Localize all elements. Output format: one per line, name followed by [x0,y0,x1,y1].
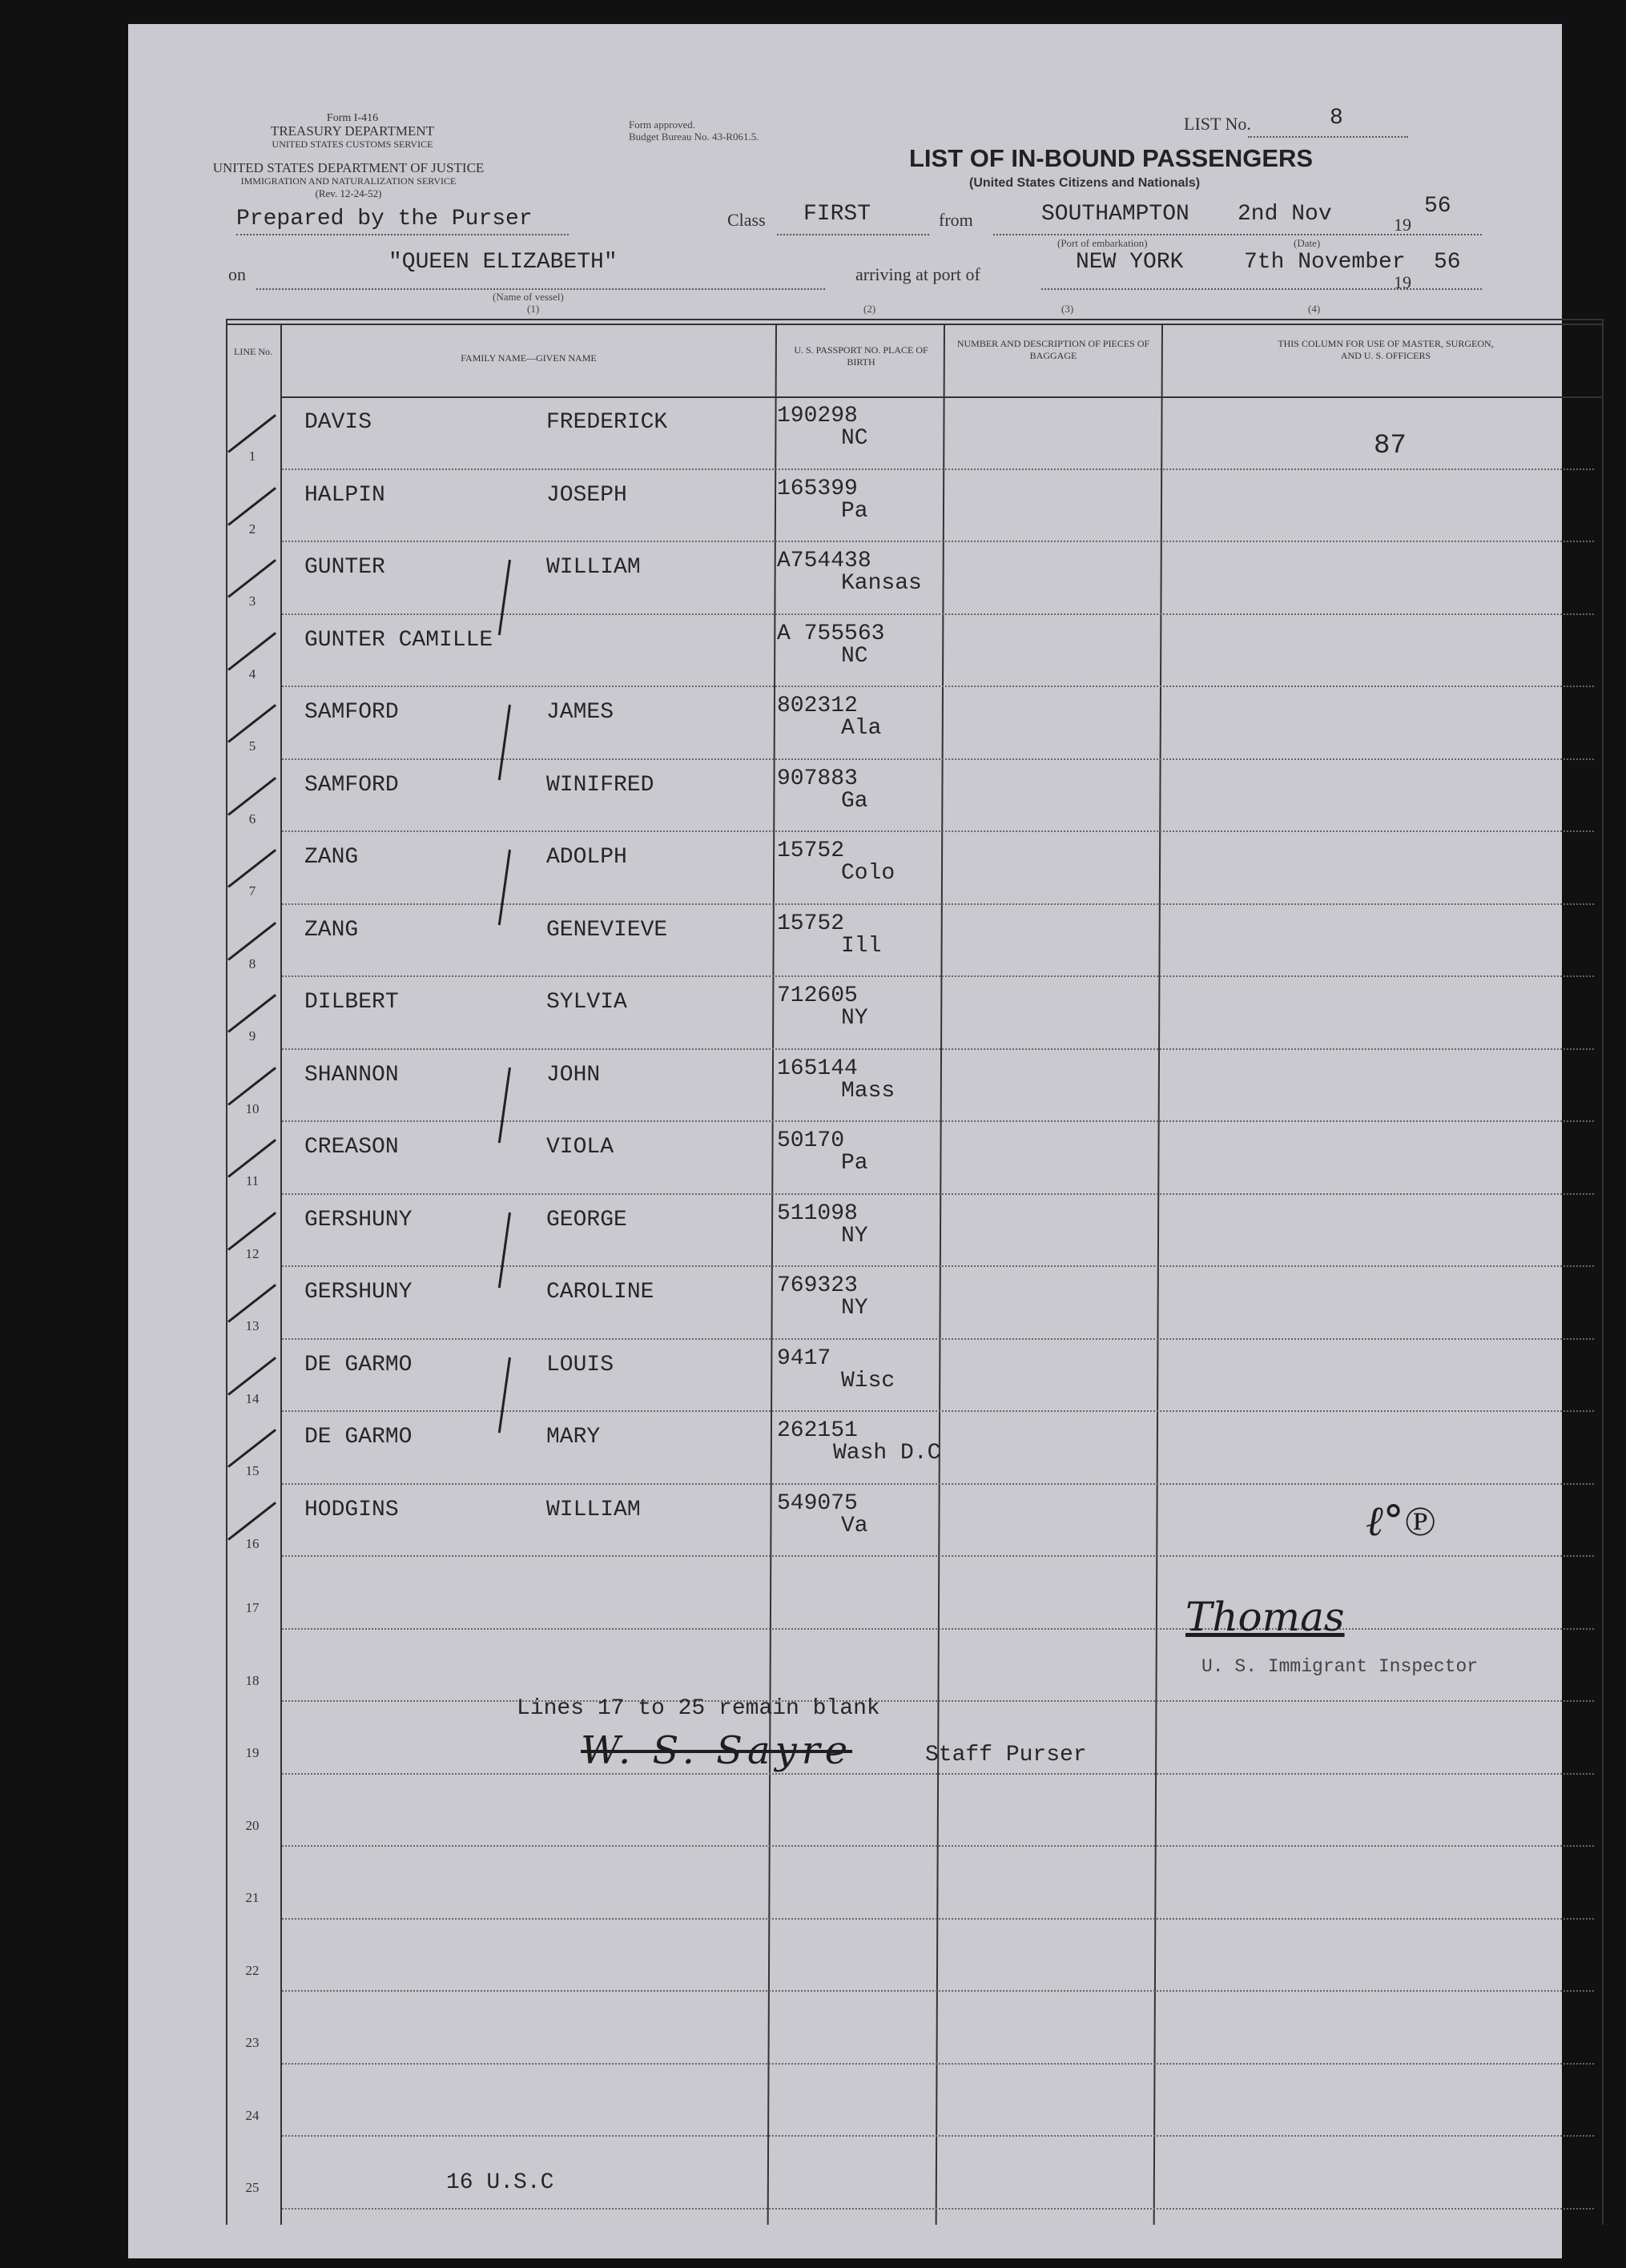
row-divider [282,758,1594,760]
table-row [128,472,1562,545]
row-divider [282,1628,1594,1630]
class-value: FIRST [803,202,871,227]
row-divider [282,1555,1594,1557]
family-name: DE GARMO [304,1352,413,1377]
table-row [128,2066,1562,2139]
passport-number: 9417 [777,1345,831,1371]
line-number: 25 [245,2180,260,2195]
check-tick [227,1139,276,1178]
footer-code: 16 U.S.C [446,2170,554,2195]
given-name: WILLIAM [546,1497,641,1522]
given-name: GEORGE [546,1207,627,1233]
header-baggage: NUMBER AND DESCRIPTION OF PIECES OF BAGGAGE [956,338,1150,361]
given-name: CAROLINE [546,1280,654,1305]
staff-purser-label: Staff Purser [925,1743,1087,1767]
form-id-block [232,112,473,151]
place-of-birth: Pa [841,1151,868,1176]
check-tick [227,1284,276,1323]
family-name: ZANG [304,917,359,943]
given-name: JAMES [546,700,614,725]
row-divider [282,830,1594,832]
row-divider [282,1773,1594,1775]
check-tick [227,1429,276,1468]
passport-number: 802312 [777,694,858,718]
year-prefix-2: 19 [1394,272,1411,292]
line-number: 5 [248,738,256,754]
place-of-birth: Wash D.C [833,1441,941,1466]
given-name: LOUIS [546,1352,614,1377]
place-of-birth: NY [841,1006,868,1031]
row-divider [282,613,1594,615]
list-no-label: LIST No. [1184,114,1251,134]
approval-block [629,119,759,143]
form-approved: Form approved. [629,119,696,131]
customs-service: UNITED STATES CUSTOMS SERVICE [272,139,433,150]
line-number: 24 [245,2107,260,2123]
family-name: DILBERT [304,990,399,1015]
header-name: FAMILY NAME—GIVEN NAME [461,352,597,364]
check-tick [227,1212,276,1251]
place-of-birth: Ill [841,933,882,959]
list-subtitle: (United States Citizens and Nationals) [969,176,1201,190]
table-row [128,1269,1562,1341]
check-tick [227,1357,276,1396]
passport-number: 769323 [777,1273,858,1298]
row-divider [282,1048,1594,1050]
row-divider [282,1700,1594,1702]
table-row [128,762,1562,834]
row-divider [282,1193,1594,1195]
table-row [128,399,1562,472]
place-of-birth: NY [841,1296,868,1321]
check-tick [227,1502,276,1541]
family-name: ZANG [304,845,359,870]
line-number: 7 [248,883,256,899]
table-row [128,1341,1562,1414]
line-number: 12 [245,1245,260,1261]
line-number: 13 [245,1318,260,1333]
row-divider [282,686,1594,687]
family-name: GERSHUNY [304,1207,413,1233]
year-prefix-1: 19 [1394,215,1411,235]
passport-number: 50170 [777,1128,845,1153]
header-passport: U. S. PASSPORT NO. PLACE OF BIRTH [794,344,928,368]
family-name: SAMFORD [304,772,399,798]
given-name: VIOLA [546,1135,614,1160]
row-divider [282,1338,1594,1340]
passport-number: 511098 [777,1200,858,1226]
col-num-2: (2) [863,303,876,315]
place-of-birth: Pa [841,498,868,524]
arrival-line [1041,288,1482,290]
table-row [128,834,1562,907]
line-number: 4 [248,666,256,682]
place-of-birth: NC [841,426,868,451]
vessel-caption: (Name of vessel) [493,291,564,303]
row-divider [282,541,1594,542]
table-top-border [226,319,1604,320]
row-divider [282,2063,1594,2065]
table-row [128,1486,1562,1559]
line-number: 14 [245,1390,260,1406]
initials: ℓ°℗ [1366,1498,1436,1546]
table-row [128,1052,1562,1124]
officer-mark: 87 [1374,431,1407,461]
justice-dept: UNITED STATES DEPARTMENT OF JUSTICE [212,160,485,175]
from-label: from [939,210,973,230]
table-row [128,1776,1562,1849]
passport-number: 15752 [777,838,845,863]
check-tick [227,414,276,453]
row-divider [282,903,1594,905]
header-officers: THIS COLUMN FOR USE OF MASTER, SURGEON, AND U. S. OFFICERS [1278,338,1494,361]
place-of-birth: Colo [841,861,896,886]
line-number: 22 [245,1962,260,1978]
line-number: 9 [248,1028,256,1044]
table-right-border [1602,319,1604,2225]
check-tick [227,849,276,888]
table-row [128,1993,1562,2066]
place-of-birth: NC [841,643,868,669]
table-row [128,979,1562,1052]
class-label: Class [727,210,766,230]
col-num-1: (1) [527,303,540,315]
date-caption: (Date) [1294,237,1321,249]
check-tick [227,1067,276,1106]
port-embarkation: SOUTHAMPTON [1041,202,1189,227]
table-row [128,689,1562,762]
table-row [128,617,1562,690]
line-number: 16 [245,1535,260,1551]
family-name: HALPIN [304,482,385,508]
list-title: LIST OF IN-BOUND PASSENGERS [909,144,1314,172]
row-divider [282,1120,1594,1122]
given-name: WILLIAM [546,555,641,580]
table-row [128,544,1562,617]
family-name: GERSHUNY [304,1280,413,1305]
given-name: WINIFRED [546,772,654,798]
row-divider [282,1918,1594,1920]
line-number: 2 [248,521,256,537]
prepared-by: Prepared by the Purser [236,207,533,231]
ins-service: IMMIGRATION AND NATURALIZATION SERVICE [240,175,457,187]
place-of-birth: Mass [841,1078,896,1104]
row-divider [282,2208,1594,2210]
passport-number: 907883 [777,766,858,791]
line-number: 10 [245,1100,260,1116]
row-divider [282,1990,1594,1992]
col-num-3: (3) [1061,303,1074,315]
place-of-birth: Kansas [841,571,922,596]
table-row [128,1848,1562,1921]
form-number: Form I-416 [326,112,379,124]
inspector-title: U. S. Immigrant Inspector [1201,1656,1479,1677]
passenger-list-page [128,24,1562,2258]
family-name: CREASON [304,1135,399,1160]
line-number: 21 [245,1890,260,1905]
treasury-dept: TREASURY DEPARTMENT [270,123,435,139]
passport-number: 712605 [777,983,858,1008]
place-of-birth: Va [841,1513,868,1538]
place-of-birth: Wisc [841,1368,896,1393]
place-of-birth: Ala [841,716,882,741]
line-number: 11 [245,1173,260,1188]
line-number: 20 [245,1817,260,1833]
row-divider [282,468,1594,470]
line-number: 3 [248,593,256,609]
col-num-4: (4) [1308,303,1321,315]
passport-number: 165144 [777,1056,858,1081]
line-number: 15 [245,1463,260,1478]
check-tick [227,704,276,743]
given-name: SYLVIA [546,990,627,1015]
check-tick [227,632,276,671]
family-name: HODGINS [304,1497,399,1522]
family-name: SAMFORD [304,700,399,725]
given-name: FREDERICK [546,410,668,435]
given-name: GENEVIEVE [546,917,668,943]
table-row [128,1921,1562,1994]
justice-block [208,162,489,200]
passport-number: 190298 [777,404,858,428]
line-number: 8 [248,955,256,971]
place-of-birth: NY [841,1223,868,1249]
passport-number: 262151 [777,1418,858,1443]
list-no-value: 8 [1330,106,1343,131]
row-divider [282,1845,1594,1847]
given-name: MARY [546,1425,601,1450]
port-caption: (Port of embarkation) [1057,237,1148,249]
header-line-no: LINE No. [234,346,272,357]
purser-signature: W. S. Sayre [581,1728,853,1773]
embarkation-year: 56 [1424,194,1451,219]
line-number: 18 [245,1672,260,1688]
check-tick [227,559,276,598]
vessel-name: "QUEEN ELIZABETH" [388,250,618,275]
passport-number: 549075 [777,1490,858,1516]
revision: (Rev. 12-24-52) [315,187,382,199]
passport-number: 165399 [777,476,858,501]
given-name: JOHN [546,1062,601,1088]
check-tick [227,777,276,816]
passport-number: A754438 [777,549,871,573]
on-label: on [228,264,246,284]
budget-bureau: Budget Bureau No. 43-R061.5. [629,131,759,143]
inspector-signature: Thomas [1185,1594,1345,1640]
arrival-port: NEW YORK [1076,250,1184,275]
family-name: SHANNON [304,1062,399,1088]
row-divider [282,1410,1594,1412]
table-top-border-2 [226,324,1604,325]
remark-text: Lines 17 to 25 remain blank [517,1696,880,1721]
header-bottom-line [280,396,1602,398]
arrival-date: 7th November [1244,250,1406,275]
row-divider [282,1483,1594,1485]
class-line [777,234,929,235]
row-divider [282,2135,1594,2137]
arrival-year: 56 [1434,250,1461,275]
arriving-label: arriving at port of [855,264,980,284]
table-row [128,1196,1562,1269]
check-tick [227,922,276,961]
line-number: 1 [248,448,256,464]
given-name: ADOLPH [546,845,627,870]
given-name: JOSEPH [546,482,627,508]
family-name: GUNTER [304,555,385,580]
vessel-line [256,288,825,290]
table-row [128,1558,1562,1631]
embarkation-date: 2nd Nov [1238,202,1332,227]
passport-number: 15752 [777,911,845,936]
row-divider [282,975,1594,977]
check-tick [227,487,276,526]
family-name: DAVIS [304,410,372,435]
place-of-birth: Ga [841,788,868,814]
line-number: 19 [245,1745,260,1760]
line-number: 23 [245,2035,260,2050]
family-name: DE GARMO [304,1425,413,1450]
list-no-line [1248,136,1408,138]
family-name: GUNTER CAMILLE [304,627,493,653]
check-tick [227,994,276,1033]
table-row [128,1413,1562,1486]
line-number: 17 [245,1600,260,1615]
table-row [128,907,1562,979]
row-divider [282,1265,1594,1267]
prepared-by-line [236,234,569,235]
table-row [128,1124,1562,1196]
table-row [128,2138,1562,2211]
passport-number: A 755563 [777,621,885,646]
line-number: 6 [248,810,256,826]
